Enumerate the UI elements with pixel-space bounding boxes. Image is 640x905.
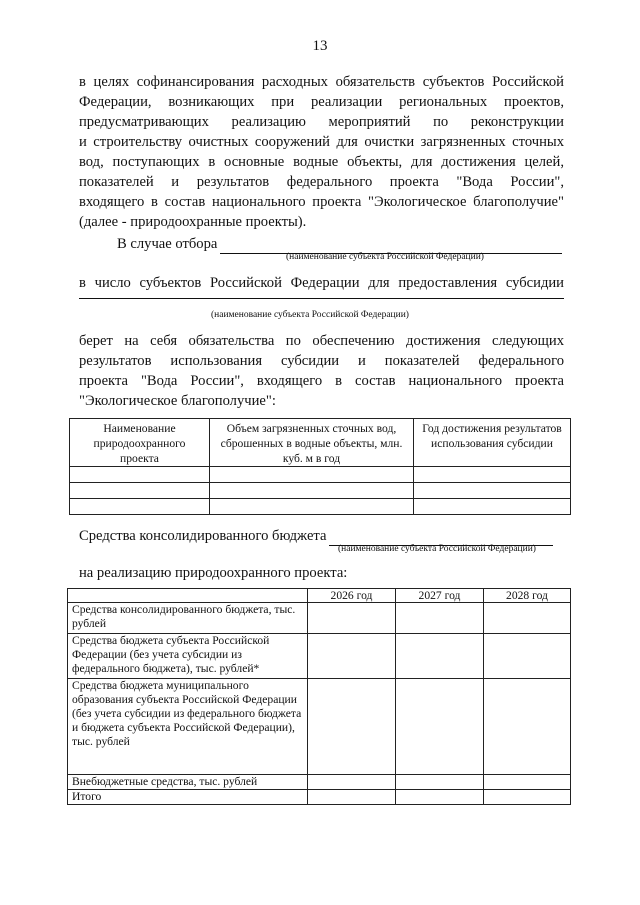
results-cell[interactable]: [414, 483, 571, 499]
subsidy-text: в число субъектов Российской Федерации для предоставления субсидии: [79, 275, 564, 291]
table-row: [70, 499, 571, 515]
table-row: [68, 790, 571, 805]
results-cell[interactable]: [210, 499, 414, 515]
intro-line-4: и строительству очистных сооружений для очистки загрязненных сточных: [79, 134, 564, 150]
budget-table: [67, 588, 571, 805]
obligation-line-1: берет на себя обязательства по обеспечению достижения следующих: [79, 333, 564, 349]
budget-header-year-2028: 2028 год: [484, 589, 571, 603]
budget-cell[interactable]: [396, 790, 484, 805]
budget-cell[interactable]: [308, 603, 396, 634]
results-cell[interactable]: [414, 467, 571, 483]
results-cell[interactable]: [70, 499, 210, 515]
budget-row-label: Средства бюджета муниципального образования субъекта Российской Федерации (без учета субсидии из федерального бюджета и бюджета субъекта Российской Федерации), тыс. рублей: [68, 679, 308, 775]
page-number: 13: [312, 38, 328, 54]
results-header-year: Год достижения результатов использования субсидии: [414, 419, 571, 467]
results-header-row: [70, 419, 571, 467]
budget-header-year-2027: 2027 год: [396, 589, 484, 603]
budget-cell[interactable]: [308, 679, 396, 775]
intro-line-5: вод, поступающих в основные водные объекты, для достижения целей,: [79, 154, 564, 170]
budget-header-empty: [68, 589, 308, 603]
subsidy-caption: (наименование субъекта Российской Федерации): [211, 310, 409, 320]
budget-row-label: Средства консолидированного бюджета, тыс. рублей: [68, 603, 308, 634]
intro-line-7: входящего в состав национального проекта "Экологическое благополучие": [79, 194, 564, 210]
budget-cell[interactable]: [484, 790, 571, 805]
budget-caption: (наименование субъекта Российской Федерации): [338, 544, 536, 554]
intro-line-1: в целях софинансирования расходных обязательств субъектов Российской: [79, 74, 564, 90]
results-cell[interactable]: [70, 467, 210, 483]
table-row: [70, 467, 571, 483]
results-cell[interactable]: [210, 467, 414, 483]
selection-row: [117, 234, 562, 254]
budget-cell[interactable]: [308, 634, 396, 679]
budget-cell[interactable]: [484, 634, 571, 679]
budget-header-row: [68, 589, 571, 603]
budget-cell[interactable]: [308, 790, 396, 805]
selection-label: В случае отбора: [117, 236, 218, 252]
results-header-project: Наименование природоохранного проекта: [70, 419, 210, 467]
budget-purpose: на реализацию природоохранного проекта:: [79, 565, 348, 581]
table-row: [68, 603, 571, 634]
intro-line-6: показателей и результатов федерального проекта "Вода России",: [79, 174, 564, 190]
budget-row-label: Средства бюджета субъекта Российской Федерации (без учета субсидии из федерального бюджета), тыс. рублей*: [68, 634, 308, 679]
budget-label: Средства консолидированного бюджета: [79, 528, 327, 544]
budget-header-year-2026: 2026 год: [308, 589, 396, 603]
budget-cell[interactable]: [484, 603, 571, 634]
intro-line-3: предусматривающих реализацию мероприятий по реконструкции: [79, 114, 564, 130]
intro-line-8: (далее - природоохранные проекты).: [79, 214, 307, 230]
budget-row: [79, 526, 553, 546]
table-row: [68, 775, 571, 790]
selection-caption: (наименование субъекта Российской Федерации): [286, 252, 484, 262]
budget-cell[interactable]: [396, 679, 484, 775]
budget-cell[interactable]: [484, 775, 571, 790]
results-cell[interactable]: [414, 499, 571, 515]
results-header-volume: Объем загрязненных сточных вод, сброшенных в водные объекты, млн. куб. м в год: [210, 419, 414, 467]
results-cell[interactable]: [70, 483, 210, 499]
obligation-line-3: проекта "Вода России", входящего в состав национального проекта: [79, 373, 564, 389]
budget-row-label: Внебюджетные средства, тыс. рублей: [68, 775, 308, 790]
obligation-line-2: результатов использования субсидии и показателей федерального: [79, 353, 564, 369]
budget-cell[interactable]: [396, 634, 484, 679]
obligation-line-4: "Экологическое благополучие":: [79, 393, 276, 409]
results-table: [69, 418, 571, 515]
budget-cell[interactable]: [484, 679, 571, 775]
budget-cell[interactable]: [308, 775, 396, 790]
intro-line-2: Федерации, возникающих при реализации региональных проектов,: [79, 94, 564, 110]
table-row: [70, 483, 571, 499]
budget-cell[interactable]: [396, 603, 484, 634]
table-row: [68, 634, 571, 679]
table-row: [68, 679, 571, 775]
budget-cell[interactable]: [396, 775, 484, 790]
budget-row-label: Итого: [68, 790, 308, 805]
results-cell[interactable]: [210, 483, 414, 499]
subsidy-fill-line[interactable]: [79, 298, 564, 299]
